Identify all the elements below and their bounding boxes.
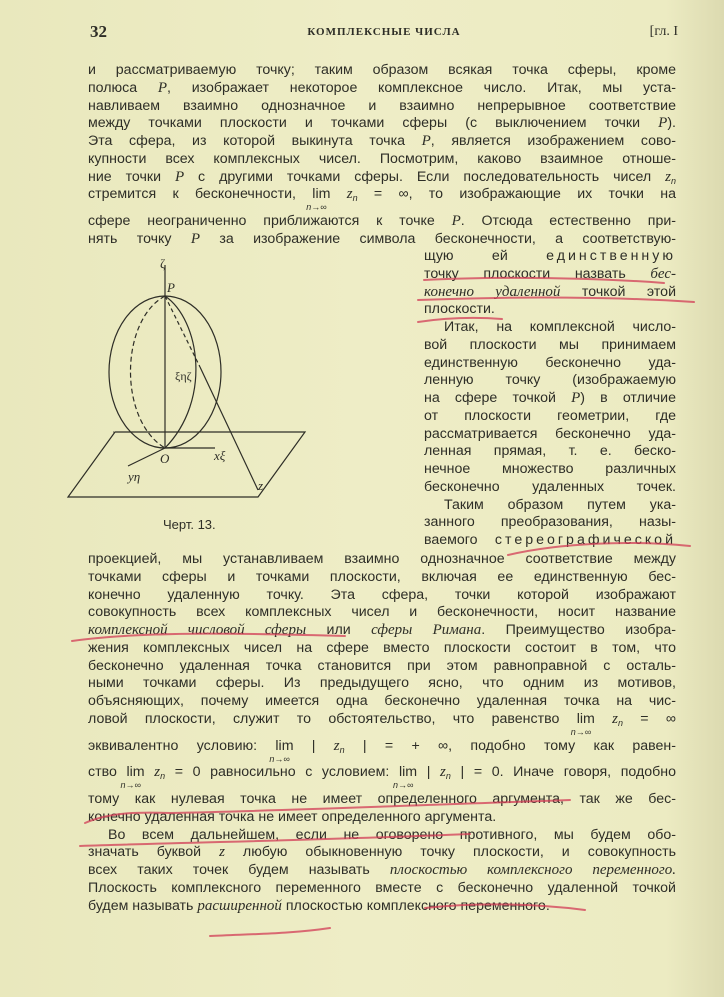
text-run: | = + ∞, подобно тому как равен- [344, 737, 676, 754]
label-zeta: ζ [160, 256, 166, 271]
text-line [88, 844, 676, 862]
chapter-label: [гл. I [649, 24, 678, 39]
text-line [88, 880, 676, 898]
italic-run: P [174, 168, 185, 185]
italic-run: конечно удаленной [424, 283, 561, 300]
text-run: Итак, на комплексной число- [444, 319, 676, 335]
italic-run: z [665, 168, 671, 185]
italic-run: z [612, 710, 618, 727]
text-run: за изображение символа бесконечности, а соответствую- [200, 230, 676, 247]
text-line [88, 213, 676, 231]
label-O: O [160, 451, 170, 466]
text-run: | = 0. Иначе говоря, подобно [450, 764, 676, 781]
text-line [424, 497, 676, 515]
text-line [88, 169, 676, 187]
text-run: рассматривается бесконечно уда- [424, 425, 676, 442]
lim-label: lim [576, 710, 595, 727]
text-run: | [293, 737, 334, 754]
text-run: Эта сфера, из которой выкинута точка [88, 133, 422, 149]
italic-run: z [440, 764, 446, 781]
text-run: тому как нулевая точка не имеет определенного аргумента, так же бес- [88, 791, 676, 807]
text-run [330, 186, 346, 202]
italic-run: расширенной [197, 897, 282, 914]
label-z: z [258, 478, 264, 493]
text-run [145, 764, 155, 780]
text-run: ние точки [88, 168, 175, 185]
text-run: совокупность всех комплексных чисел и бесконечности, носит название [88, 604, 676, 621]
text-run: жения комплексных чисел на сфере вместо плоскости состоит в том, что [88, 639, 676, 656]
text-run: стремится к бесконечности, [88, 186, 313, 203]
label-point: ξηζ [175, 369, 192, 383]
text-run: купности всех комплексных чисел. Посмотрим, каково взаимное отноше- [88, 150, 676, 167]
italic-run: z [346, 186, 353, 203]
text-run: нять точку [88, 230, 191, 247]
text-run: ) в отличие [580, 390, 676, 406]
text-line [88, 675, 676, 693]
text-run: точку плоскости назвать [424, 265, 651, 282]
text-line [88, 622, 676, 640]
italic-run: P [421, 133, 431, 149]
subscript: n [352, 193, 358, 204]
projection-ray [200, 367, 258, 490]
text-line [88, 640, 676, 658]
text-run: сфере неограниченно приближаются к точке [88, 213, 452, 229]
text-run: Плоскость комплексного переменного вместе с бесконечно удаленной точкой [88, 879, 676, 896]
text-run: плоскости. [424, 301, 495, 318]
text-run: = ∞ [622, 710, 676, 727]
paragraph-top [88, 62, 676, 249]
text-line [88, 791, 676, 809]
limit-operator [306, 186, 331, 213]
text-line [424, 514, 676, 532]
text-run: ство [88, 764, 127, 781]
text-line [88, 827, 676, 845]
text-line [88, 862, 676, 880]
text-line [88, 115, 676, 133]
limit-operator [120, 764, 145, 791]
page-number: 32 [90, 22, 107, 41]
text-run: ваемого [424, 532, 495, 548]
text-run: от плоскости геометрии, где [424, 407, 676, 424]
text-run [595, 711, 612, 727]
limit-operator [269, 737, 294, 764]
running-header [90, 22, 678, 42]
limit-operator [392, 764, 418, 791]
text-line [424, 443, 676, 461]
text-run: точками сферы и точками плоскости, включая ее единственную бес- [88, 568, 676, 585]
text-run: ленную точку (изображаемую [424, 372, 676, 389]
text-line [424, 355, 676, 373]
text-line [88, 186, 676, 213]
text-line [424, 301, 676, 319]
text-run: между точками плоскости и точками сферы (с выключением точки [88, 115, 659, 132]
subscript: n [160, 771, 166, 782]
meridian-dashed [130, 296, 165, 448]
italic-run: z [333, 737, 340, 754]
text-line [88, 98, 676, 116]
lim-subscript: n→∞ [306, 202, 327, 213]
text-run: , изображает некоторое комплексное число. Итак, мы уста- [167, 79, 676, 96]
text-run: с другими точками сферы. Если последовательность чисел [184, 168, 666, 185]
underline-mark [210, 928, 330, 936]
text-run: бесконечно удаленных точек. [424, 478, 676, 495]
italic-run: P [658, 115, 668, 132]
text-run: Во всем дальнейшем, если не оговорено противного, мы будем обо- [108, 826, 676, 843]
text-run: единственную бесконечно уда- [424, 354, 676, 371]
running-title: КОМПЛЕКСНЫЕ ЧИСЛА [307, 26, 461, 38]
text-line [424, 266, 676, 284]
paragraph-bottom [88, 551, 676, 915]
text-run: , является изображением сово- [430, 133, 676, 149]
spaced-run: стереографической [494, 532, 676, 548]
text-run: . Преимущество изобра- [481, 622, 676, 638]
text-line [424, 319, 676, 337]
limit-operator [570, 710, 595, 737]
text-run: ). [667, 115, 676, 132]
text-run: будем называть [88, 897, 198, 914]
text-run: бесконечно удаленная точка становится при этом равноправной с осталь- [88, 657, 676, 674]
text-line [88, 62, 676, 80]
text-line [424, 532, 676, 550]
lim-label: lim [398, 764, 418, 781]
text-run: эквивалентно условию: [88, 737, 276, 754]
text-run: объясняющих, почему имеется одна бесконечно удаленная точка на чис- [88, 693, 676, 709]
text-line [88, 80, 676, 98]
text-line [424, 284, 676, 302]
text-run: и рассматриваемую точку; таким образом всякая точка сферы, кроме [88, 62, 676, 78]
text-line [88, 551, 676, 569]
text-run: | [417, 764, 441, 781]
text-run: или [306, 622, 372, 638]
italic-run: P [571, 390, 581, 406]
text-run: на сфере точкой [424, 390, 572, 406]
text-line [424, 390, 676, 408]
text-line [88, 710, 676, 737]
lim-subscript: n→∞ [120, 780, 141, 791]
label-x: xξ [214, 448, 226, 463]
text-run: ными точками сферы. Из предыдущего ясно, что одним из мотивов, [88, 675, 676, 692]
subscript: n [445, 771, 451, 782]
text-run: навливаем взаимно однозначное и взаимно непрерывное соответствие [88, 97, 676, 114]
text-run: щую ей [424, 248, 547, 264]
text-run: значать буквой [88, 844, 220, 861]
text-run: конечно удаленная точка не имеет определенного аргумента. [88, 808, 497, 825]
italic-run: бес- [650, 265, 676, 282]
text-run: плоскостью комплексного переменного. [281, 897, 550, 914]
italic-run: P [451, 213, 461, 229]
italic-run: сферы Римана [371, 622, 482, 638]
text-run: вой плоскости мы принимаем [424, 336, 676, 353]
text-run: проекцией, мы устанавливаем взаимно однозначное соответствие между [88, 551, 676, 567]
text-line [88, 133, 676, 151]
lim-label: lim [126, 764, 145, 781]
text-line [88, 809, 676, 827]
text-line [88, 658, 676, 676]
text-run: конечно удаленную точку. Эта сфера, точки которой изображают [88, 586, 676, 603]
text-line [424, 408, 676, 426]
italic-run: P [190, 230, 201, 247]
text-line [88, 898, 676, 916]
label-P: P [167, 280, 175, 295]
text-run: занного преобразования, назы- [424, 514, 676, 531]
text-line [88, 693, 676, 711]
text-run: ленная прямая, т. е. беско- [424, 443, 676, 460]
lim-label: lim [312, 186, 331, 203]
text-run: = ∞, то изображающие их точки на [357, 186, 676, 203]
subscript: n [670, 175, 676, 186]
italic-run: P [157, 79, 168, 96]
text-run: любую обыкновенную точку плоскости, и совокупность [224, 844, 676, 861]
lim-subscript: n→∞ [269, 753, 290, 764]
figure-caption: Черт. 13. [163, 517, 216, 532]
subscript: n [339, 744, 345, 755]
paragraph-right-column [424, 248, 676, 550]
text-line [424, 337, 676, 355]
label-y: yη [128, 469, 141, 484]
text-line [88, 151, 676, 169]
text-run: . Отсюда естественно при- [460, 213, 676, 229]
text-line [88, 231, 676, 249]
text-line [88, 587, 676, 605]
text-run: ловой плоскости, служит то обстоятельство, что равенство [88, 710, 577, 727]
italic-run: плоскостью комплексного переменного. [389, 862, 677, 878]
text-line [88, 569, 676, 587]
italic-run: комплексной числовой сферы [88, 622, 307, 638]
text-line [424, 248, 676, 266]
lim-subscript: n→∞ [570, 726, 592, 737]
text-run: точкой этой [560, 283, 676, 300]
text-line [424, 461, 676, 479]
text-run: Таким образом путем ука- [444, 496, 676, 513]
text-line [88, 764, 676, 791]
text-line [88, 604, 676, 622]
text-run: нечное множество различных [424, 461, 676, 477]
text-run: = 0 равносильно с условием: [165, 764, 399, 781]
spaced-run: единственную [546, 248, 676, 264]
subscript: n [617, 717, 623, 728]
text-run: всех таких точек будем называть [88, 862, 390, 878]
italic-run: z [154, 764, 161, 781]
text-line [424, 372, 676, 390]
text-line [424, 479, 676, 497]
figure-riemann-sphere [60, 250, 360, 510]
lim-label: lim [275, 737, 294, 754]
lim-subscript: n→∞ [392, 780, 414, 791]
text-run: полюса [88, 79, 158, 96]
italic-run: z [219, 844, 225, 861]
text-line [424, 426, 676, 444]
